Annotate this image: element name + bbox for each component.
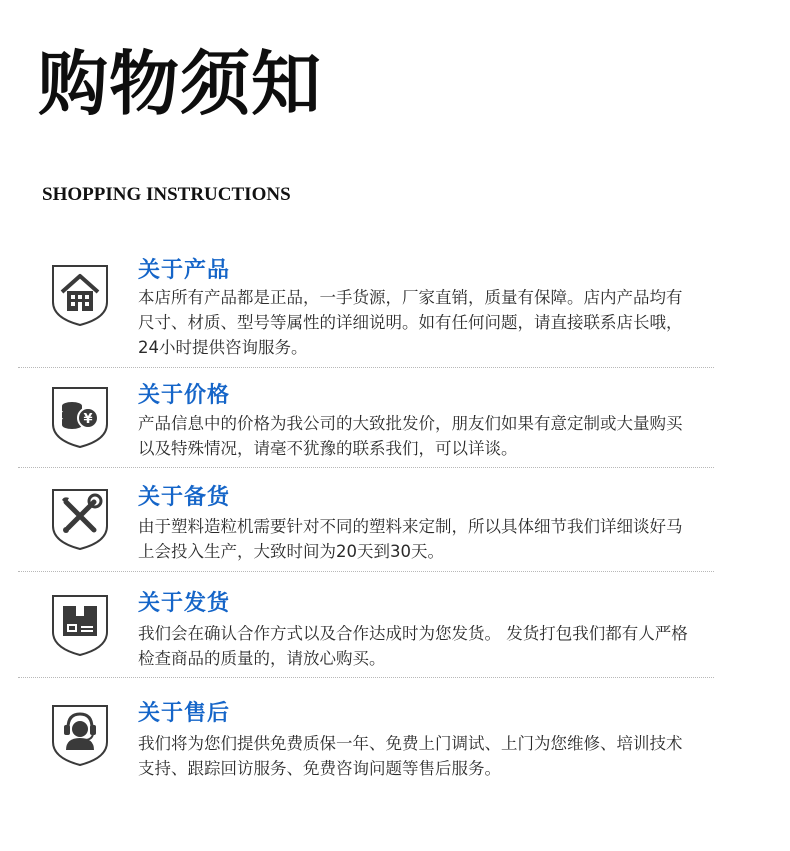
section-body: 我们将为您们提供免费质保一年、免费上门调试、上门为您维修、培训技术支持、跟踪回访服务、免费咨询问题等售后服务。 <box>138 734 683 778</box>
section-title: 关于产品 <box>138 258 231 283</box>
section-title: 关于发货 <box>138 591 231 616</box>
section-body: 由于塑料造粒机需要针对不同的塑料来定制，所以具体细节我们详细谈好马上会投入生产，大致时间为20天到30天。 <box>138 517 683 561</box>
section-title: 关于备货 <box>138 485 231 510</box>
package-icon <box>50 592 110 658</box>
divider <box>18 467 714 468</box>
house-icon <box>50 262 110 328</box>
tools-icon <box>50 486 110 552</box>
page-subtitle: SHOPPING INSTRUCTIONS <box>42 184 291 205</box>
support-agent-icon <box>50 702 110 768</box>
section-title: 关于价格 <box>138 383 231 408</box>
coins-icon <box>50 384 110 450</box>
section-title: 关于售后 <box>138 701 231 726</box>
page-title: 购物须知 <box>38 43 322 125</box>
divider <box>18 571 714 572</box>
section-body: 本店所有产品都是正品，一手货源，厂家直销，质量有保障。店内产品均有尺寸、材质、型号等属性的详细说明。如有任何问题，请直接联系店长哦，24小时提供咨询服务。 <box>138 288 683 357</box>
divider <box>18 367 714 368</box>
section-body: 产品信息中的价格为我公司的大致批发价，朋友们如果有意定制或大量购买以及特殊情况，请毫不犹豫的联系我们，可以详谈。 <box>138 414 683 458</box>
svg-text:¥: ¥ <box>83 412 93 427</box>
divider <box>18 677 714 678</box>
section-body: 我们会在确认合作方式以及合作达成时为您发货。 发货打包我们都有人严格检查商品的质量的，请放心购买。 <box>138 624 688 668</box>
